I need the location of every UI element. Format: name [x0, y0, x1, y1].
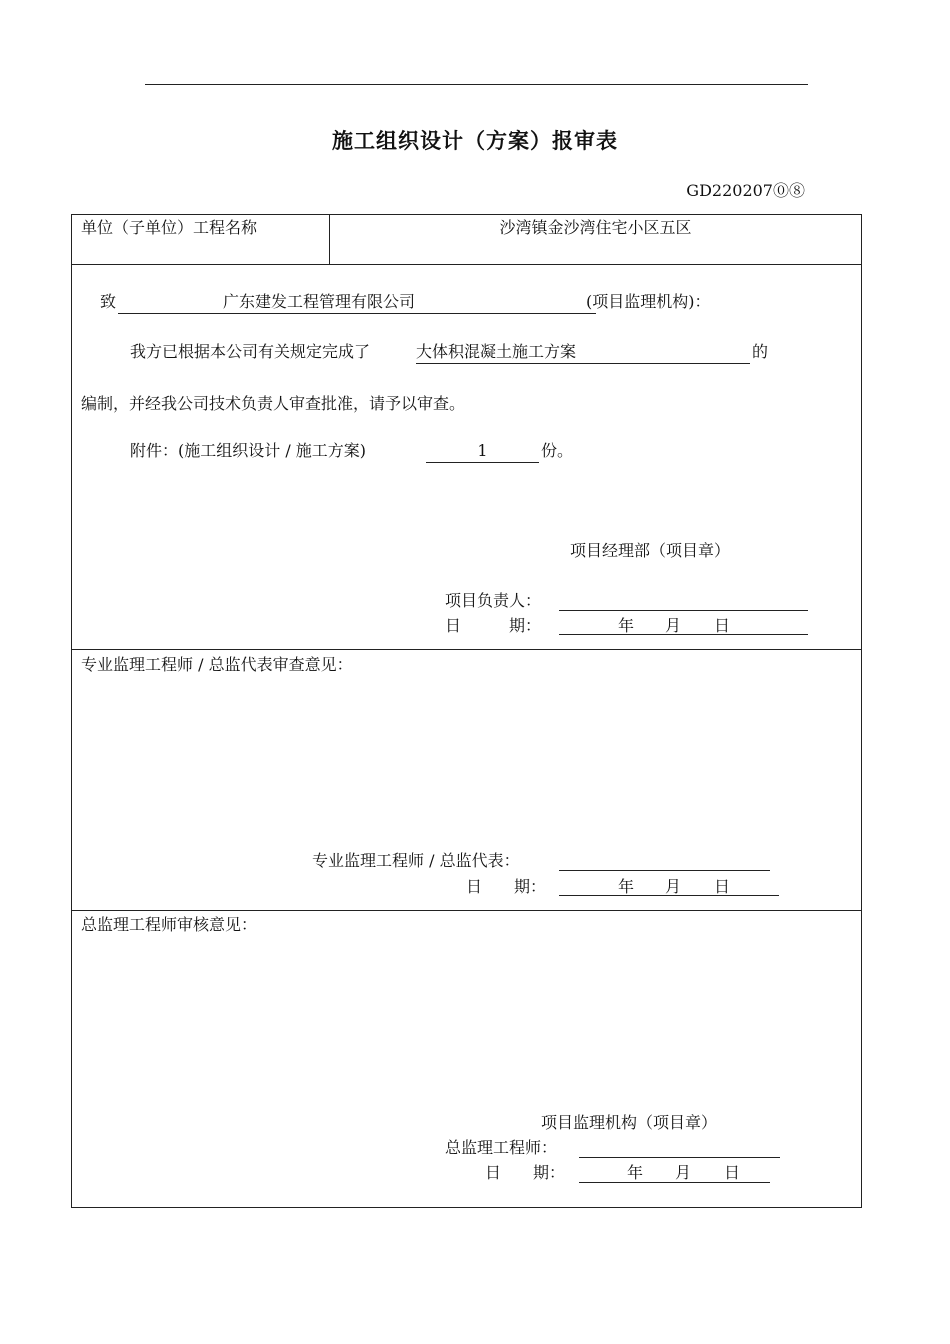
- submission-date-month: 月: [665, 616, 682, 635]
- row-divider: [71, 910, 862, 911]
- chief-date-month: 月: [675, 1163, 692, 1182]
- submission-date-label: 日 期：: [445, 616, 542, 635]
- project-manager-label: 项目负责人：: [445, 591, 542, 610]
- supervision-org-field: [118, 294, 596, 314]
- page-title: 施工组织设计（方案）报审表: [332, 128, 618, 153]
- reviewer-signature-line: [559, 870, 770, 871]
- chief-signature-line: [579, 1157, 780, 1158]
- review-date-month: 月: [665, 877, 682, 896]
- submission-date-day: 日: [714, 616, 731, 635]
- submission-line1-end: 的: [752, 342, 769, 361]
- chief-date-year: 年: [627, 1163, 644, 1182]
- reviewer-label: 专业监理工程师 / 总监代表：: [312, 851, 520, 870]
- review-date-year: 年: [618, 877, 635, 896]
- chief-date-day: 日: [724, 1163, 741, 1182]
- review-header: 专业监理工程师 / 总监代表审查意见：: [81, 655, 353, 674]
- review-date-day: 日: [714, 877, 731, 896]
- project-manager-signature-line: [559, 610, 808, 611]
- supervision-org: 广东建发工程管理有限公司: [223, 292, 416, 311]
- attachment-count: 1: [477, 441, 488, 460]
- header-rule: [145, 84, 808, 85]
- chief-date-label: 日 期：: [485, 1163, 566, 1182]
- row-divider: [71, 649, 862, 650]
- submitter-stamp: 项目经理部（项目章）: [570, 541, 731, 560]
- submission-date-line: [559, 634, 808, 635]
- plan-name-field: [416, 344, 750, 364]
- project-name-label: 单位（子单位）工程名称: [81, 218, 258, 237]
- to-suffix: (项目监理机构)：: [586, 292, 711, 311]
- project-name-value: 沙湾镇金沙湾住宅小区五区: [499, 218, 692, 237]
- submission-line1: 我方已根据本公司有关规定完成了: [130, 342, 371, 361]
- chief-stamp: 项目监理机构（项目章）: [541, 1113, 718, 1132]
- chief-header: 总监理工程师审核意见：: [81, 915, 258, 934]
- chief-date-line: [579, 1182, 770, 1183]
- row-divider: [71, 264, 862, 265]
- to-prefix: 致: [100, 292, 117, 311]
- plan-name: 大体积混凝土施工方案: [416, 342, 577, 361]
- submission-line2: 编制，并经我公司技术负责人审查批准，请予以审查。: [81, 394, 466, 413]
- review-date-label: 日 期：: [466, 877, 547, 896]
- attachment-count-field: [426, 443, 539, 463]
- submission-date-year: 年: [618, 616, 635, 635]
- form-code: GD220207⓪⑧: [686, 181, 805, 200]
- attachment-label: 附件：(施工组织设计 / 施工方案): [130, 441, 367, 460]
- chief-signer-label: 总监理工程师：: [445, 1138, 558, 1157]
- attachment-unit: 份。: [541, 441, 574, 460]
